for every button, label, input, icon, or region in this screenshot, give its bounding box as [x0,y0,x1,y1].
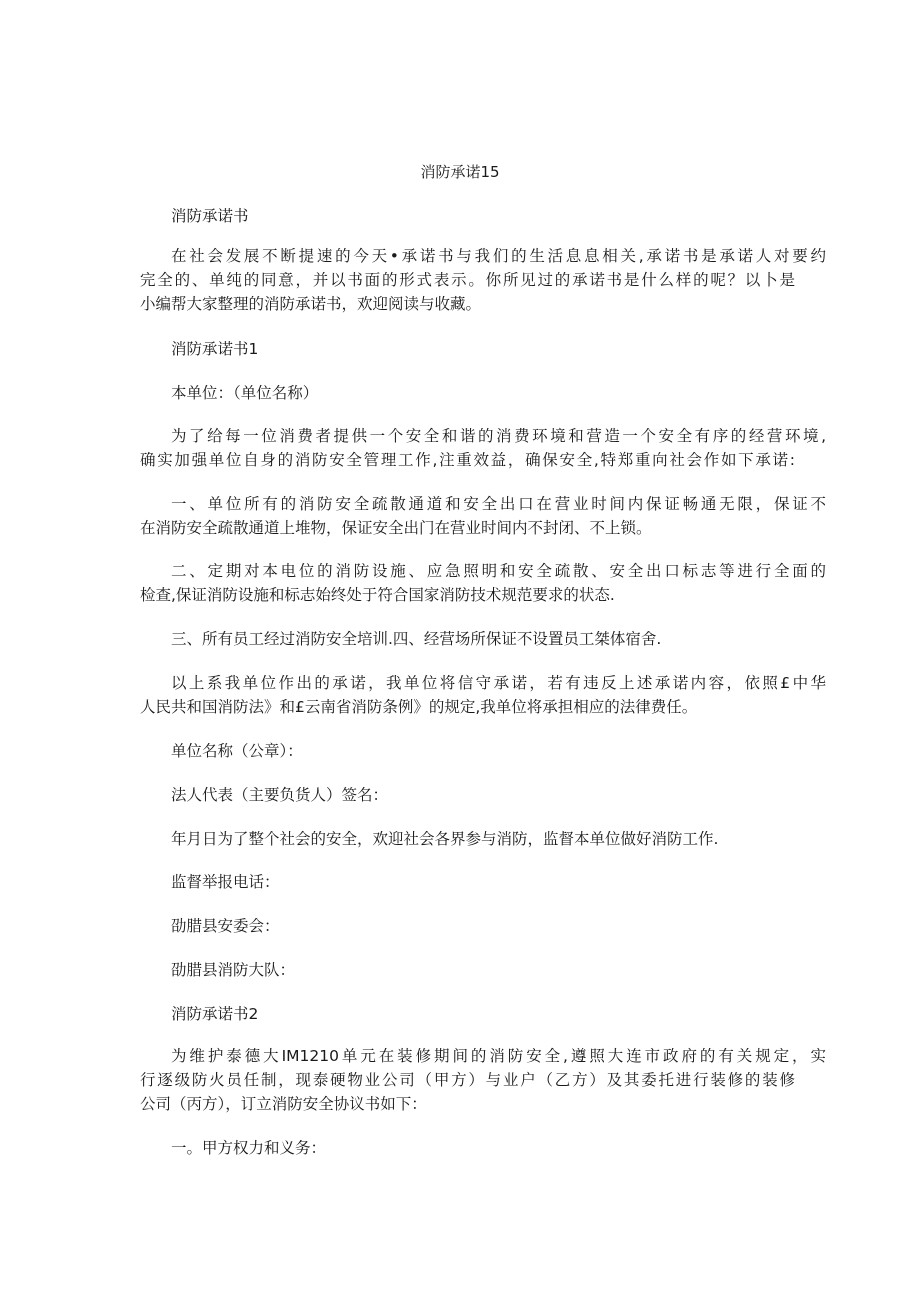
representative-signature-line: 法人代表（主要负货人）签名： [171,786,389,804]
fire-brigade-line: 劭腊县消防大队： [171,961,296,979]
agreement-line-1: 为维护泰德大IM1210单元在装修期间的消防安全,遵照大连市政府的有关规定，实 [171,1047,826,1065]
hotline-line: 监督举报电话： [171,873,280,891]
date-line: 年月日为了整个社会的安全，欢迎社会各界参与消防，监督本单位做好消防工作. [171,830,719,848]
unit-name-line: 本单位：（单位名称） [171,384,319,402]
item-3-line: 三、所有员工经过消防安全培训.四、经营场所保证不设置员工桀体宿舍. [171,630,662,648]
safety-committee-line: 劭腊县安委会： [171,917,280,935]
item-1-line-2: 在消防安全疏散通道上堆物，保证安全出门在营业时间内不封闭、不上锁。 [140,519,652,537]
intro-line-2: 完全的、单纯的同意，并以书面的形式表示。你所见过的承诺书是什么样的呢？以卜是 [140,271,795,289]
item-2-line-2: 检查,保证消防设施和标志始终处于符合国家消防技术规范要求的状态. [140,586,615,604]
main-heading: 消防承诺书 [171,207,249,225]
section-heading-2: 消防承诺书2 [171,1005,259,1023]
item-1-line-1: 一、单位所有的消防安全疏散通道和安全出口在营业时间内保证畅通无限，保证不 [171,495,826,513]
section-heading-1: 消防承诺书1 [171,340,259,358]
purpose-line-2: 确实加强单位自身的消防安全管理工作,注重效益，确保安全,特郑重向社会作如下承诺: [140,451,795,469]
item-2-line-1: 二、定期对本电位的消防设施、应急照明和安全疏散、安全出口标志等进行全面的 [171,562,826,580]
party-a-heading: 一。甲方权力和义务： [171,1139,327,1157]
intro-line-1: 在社会发展不断提速的今天•承诺书与我们的生活息息相关,承诺书是承诺人对要约 [171,247,826,265]
document-title: 消防承诺15 [420,163,500,181]
seal-line: 单位名称（公章）： [171,742,303,760]
intro-line-3: 小编帮大家整理的消防承诺书，欢迎阅读与收藏。 [140,295,482,313]
commit-line-1: 以上系我单位作出的承诺，我单位将信守承诺，若有违反上述承诺内容，依照£中华 [171,674,826,692]
purpose-line-1: 为了给每一位消费者提供一个安全和谐的消费环境和营造一个安全有序的经营环境, [171,427,826,445]
agreement-line-2: 行逐级防火员任制，现泰硬物业公司（甲方）与业户（乙方）及其委托进行装修的装修 [140,1071,795,1089]
commit-line-2: 人民共和国消防法》和£云南省消防条例》的规定,我单位将承担相应的法律费任。 [140,698,698,716]
agreement-line-3: 公司（丙方），订立消防安全协议书如下： [140,1095,427,1113]
